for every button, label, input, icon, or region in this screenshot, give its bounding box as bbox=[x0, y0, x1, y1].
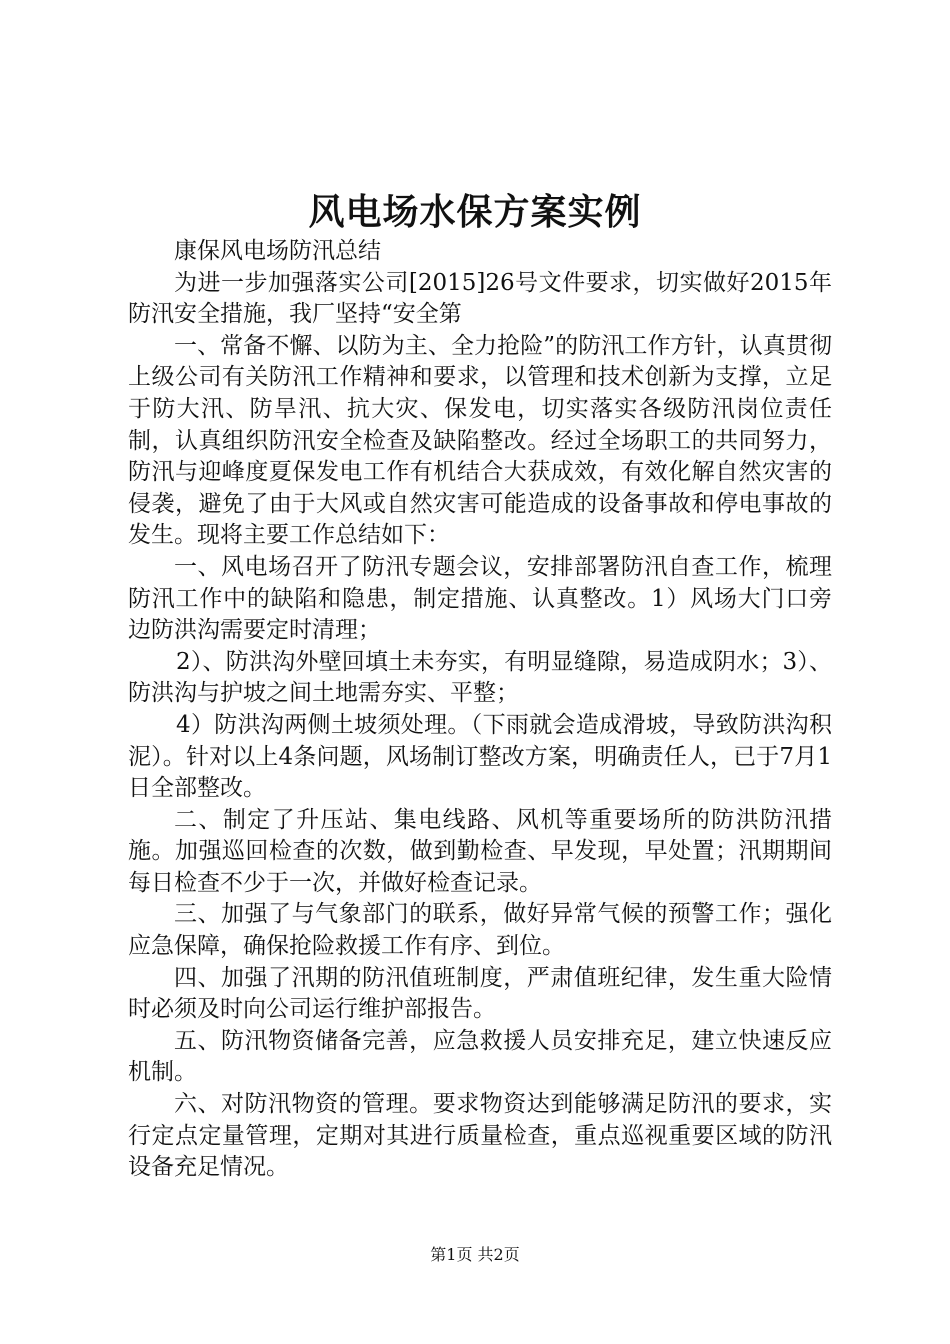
document-title: 风电场水保方案实例 bbox=[308, 191, 642, 233]
document-body bbox=[128, 236, 832, 1184]
paragraph: 五、防汛物资储备完善，应急救援人员安排充足，建立快速反应机制。 bbox=[128, 1027, 832, 1086]
paragraph: 二、制定了升压站、集电线路、风机等重要场所的防洪防汛措施。加强巡回检查的次数，做到勤检查、早发现，早处置；汛期期间每日检查不少于一次，并做好检查记录。 bbox=[128, 806, 832, 896]
page-footer: 第1页 共2页 bbox=[430, 1245, 520, 1264]
paragraph: 4）防洪沟两侧土坡须处理。（下雨就会造成滑坡，导致防洪沟积泥）。针对以上4条问题，风场制订整改方案，明确责任人，已于7月1日全部整改。 bbox=[128, 711, 832, 802]
paragraph: 2）、防洪沟外壁回填土未夯实，有明显缝隙，易造成阴水；3）、防洪沟与护坡之间土地需夯实、平整； bbox=[128, 648, 832, 707]
paragraph: 一、常备不懈、以防为主、全力抢险”的防汛工作方针，认真贯彻上级公司有关防汛工作精神和要求，以管理和技术创新为支撑，立足于防大汛、防旱汛、抗大灾、保发电，切实落实各级防汛岗位责任制，认真组织防汛安全检查及缺陷整改。经过全场职工的共同努力，防汛与迎峰度夏保发电工作有机结合大获成效，有效化解自然灾害的侵袭，避免了由于大风或自然灾害可能造成的设备事故和停电事故的发生。现将主要工作总结如下： bbox=[128, 332, 832, 549]
paragraph: 一、风电场召开了防汛专题会议，安排部署防汛自查工作，梳理防汛工作中的缺陷和隐患，制定措施、认真整改。1）风场大门口旁边防洪沟需要定时清理； bbox=[128, 553, 832, 644]
paragraph: 三、加强了与气象部门的联系，做好异常气候的预警工作；强化应急保障，确保抢险救援工作有序、到位。 bbox=[128, 901, 832, 960]
paragraph: 为进一步加强落实公司[2015]26号文件要求，切实做好2015年防汛安全措施，我厂坚持“安全第 bbox=[128, 269, 832, 328]
paragraph-subtitle: 康保风电场防汛总结 bbox=[174, 238, 381, 264]
paragraph: 四、加强了汛期的防汛值班制度，严肃值班纪律，发生重大险情时必须及时向公司运行维护部报告。 bbox=[128, 964, 832, 1023]
paragraph: 六、对防汛物资的管理。要求物资达到能够满足防汛的要求，实行定点定量管理，定期对其进行质量检查，重点巡视重要区域的防汛设备充足情况。 bbox=[128, 1091, 832, 1181]
